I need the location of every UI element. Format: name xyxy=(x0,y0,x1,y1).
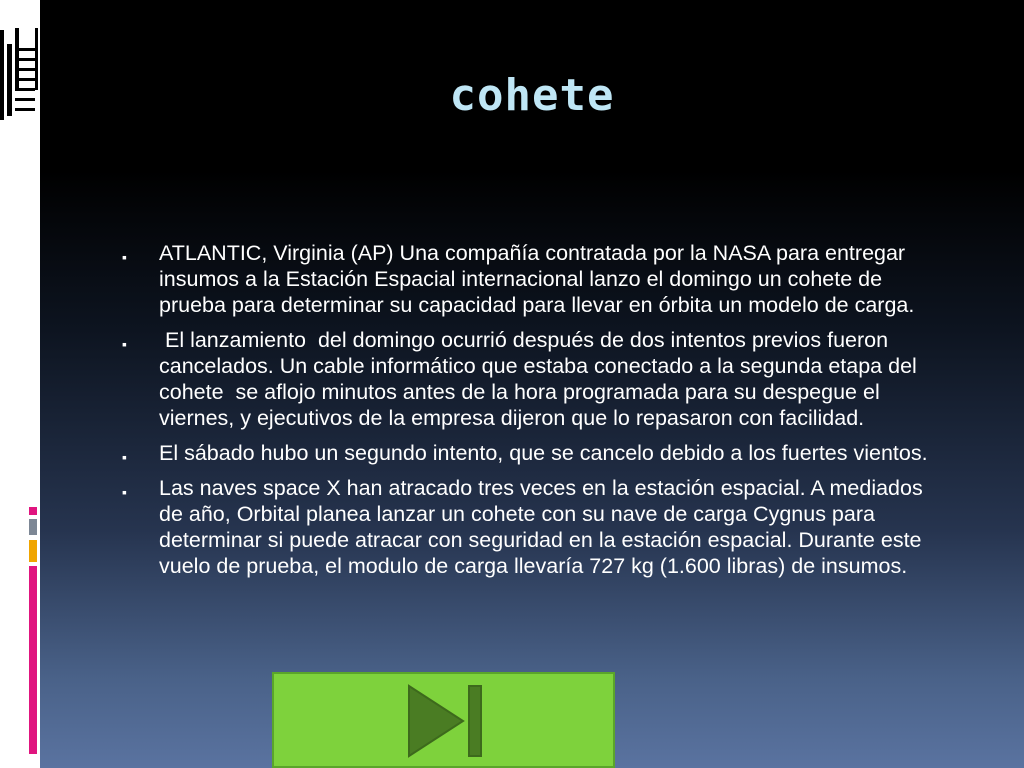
bullet-text: El lanzamiento del domingo ocurrió después de dos intentos previos fueron cancelados. Un cable informático que estaba conectado a la segunda etapa del cohete se aflojo minutos antes de la hora programada para su despegue el viernes, y ejecutivos de la empresa dijeron que lo repasaron con facilidad. xyxy=(159,328,923,430)
accent-bar-pink xyxy=(29,566,37,754)
bullet-marker: ▪ xyxy=(122,484,127,500)
accent-bar-orange xyxy=(29,540,37,562)
bullet-marker: ▪ xyxy=(122,449,127,465)
list-item xyxy=(122,440,952,466)
bullet-marker: ▪ xyxy=(122,249,127,265)
list-item xyxy=(122,475,952,579)
bullet-marker: ▪ xyxy=(122,336,127,352)
accent-bar-pink-top xyxy=(29,507,37,515)
document-stack-icon xyxy=(0,28,38,120)
accent-bar-gray xyxy=(29,519,37,535)
next-slide-button[interactable] xyxy=(272,672,615,768)
bullet-text: ATLANTIC, Virginia (AP) Una compañía contratada por la NASA para entregar insumos a la Estación Espacial internacional lanzo el domingo un cohete de prueba para determinar su capacidad para llevar en órbita un modelo de carga. xyxy=(159,241,915,317)
bullet-text: Las naves space X han atracado tres veces en la estación espacial. A mediados de año, Orbital planea lanzar un cohete con su nave de carga Cygnus para determinar si puede atracar con seguridad en la estación espacial. Durante este vuelo de prueba, el modulo de carga llevaría 727 kg (1.600 libras) de insumos. xyxy=(159,476,923,578)
left-decoration xyxy=(0,0,40,768)
next-track-icon xyxy=(407,682,487,760)
slide-title: cohete xyxy=(449,70,615,121)
bullet-text: El sábado hubo un segundo intento, que se cancelo debido a los fuertes vientos. xyxy=(159,441,928,465)
list-item xyxy=(122,327,952,431)
bullet-list xyxy=(122,240,952,588)
list-item xyxy=(122,240,952,318)
